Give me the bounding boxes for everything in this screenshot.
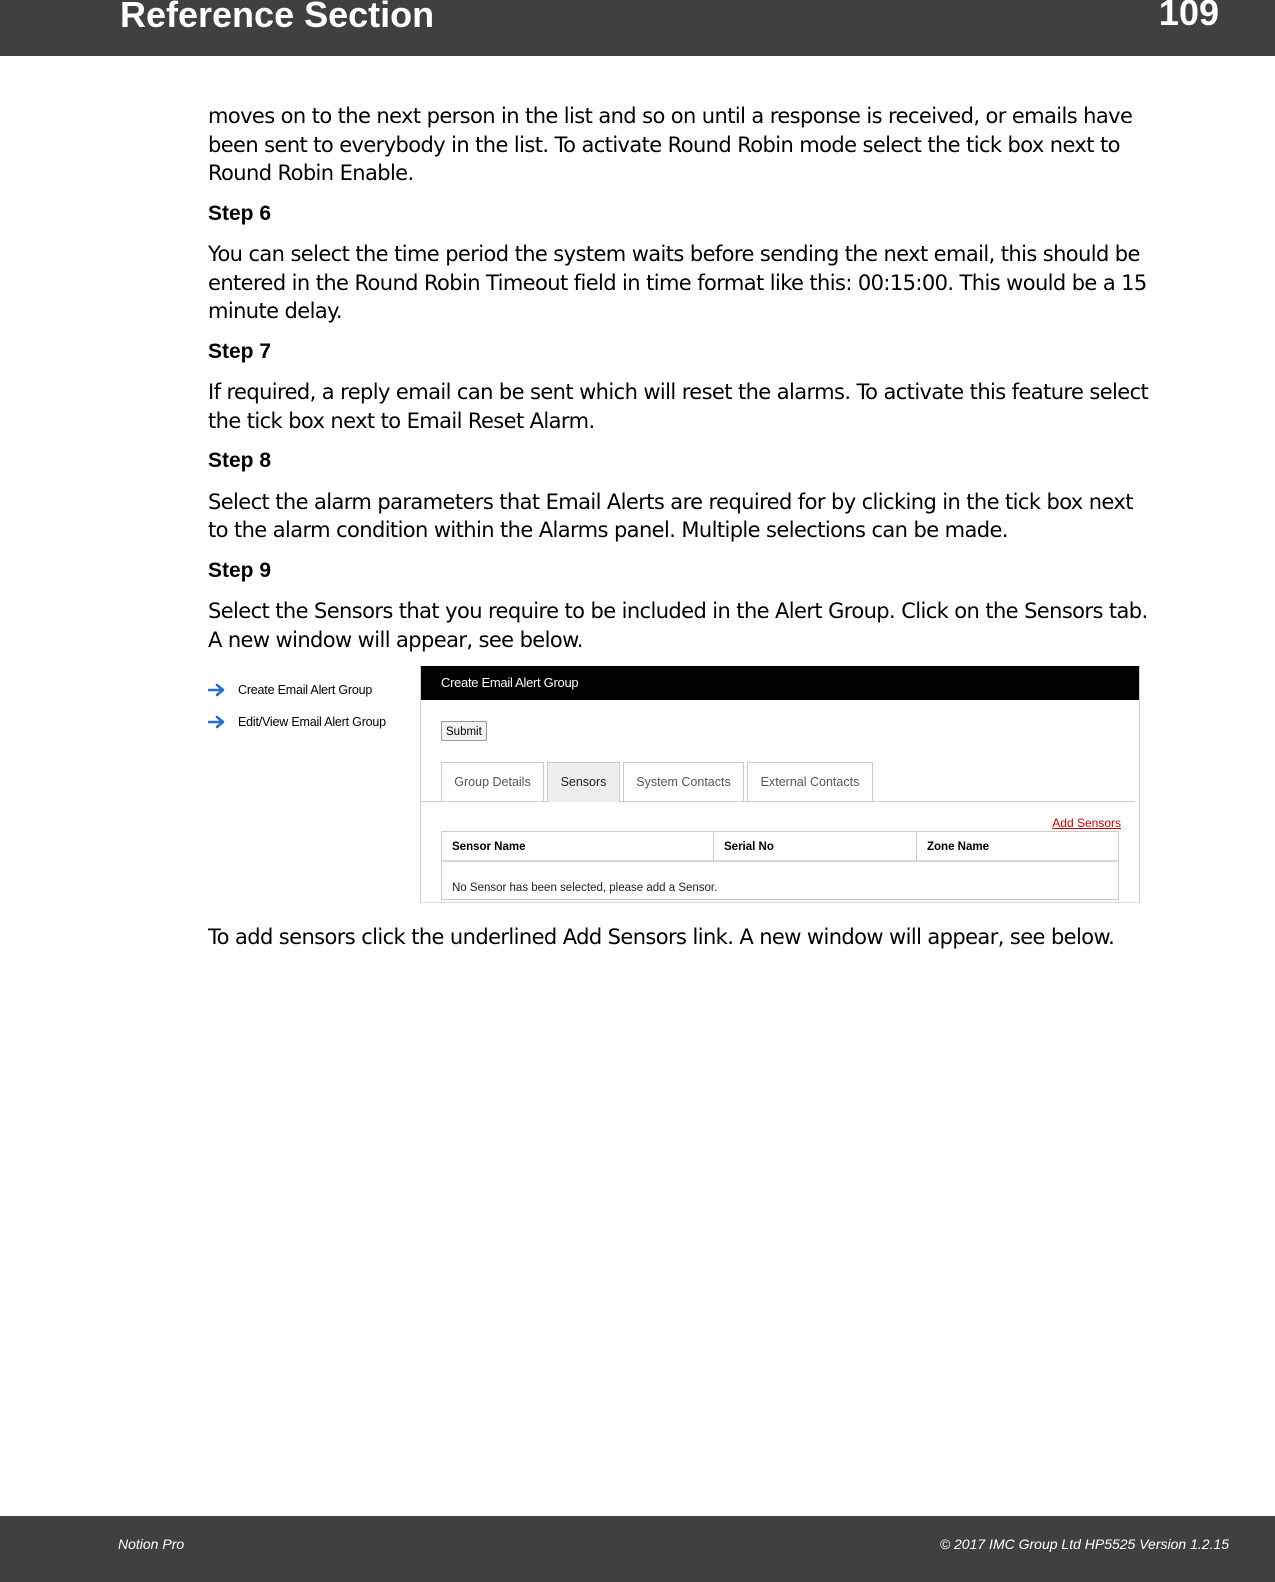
column-header-sensor-name[interactable]: Sensor Name: [442, 832, 714, 860]
footer-copyright: © 2017 IMC Group Ltd HP5525 Version 1.2.15: [939, 1536, 1229, 1552]
step-8-heading: Step 8: [208, 449, 272, 472]
step-7-heading: Step 7: [208, 339, 272, 363]
page-footer: [0, 1516, 1275, 1582]
outro-paragraph: To add sensors click the underlined Add Sensors link. A new window will appear, see below.: [208, 925, 1115, 949]
step-9-text: Select the Sensors that you require to be included in the Alert Group. Click on the Sensors tab. A new window will appear, see below.: [208, 599, 1148, 652]
empty-table-message: No Sensor has been selected, please add a Sensor.: [452, 882, 718, 894]
tab-group-details[interactable]: Group Details: [441, 762, 544, 801]
submit-button[interactable]: Submit: [441, 721, 487, 741]
nav-item-label: Create Email Alert Group: [238, 682, 373, 697]
side-nav: [208, 674, 386, 738]
step-8-text: Select the alarm parameters that Email Alerts are required for by clicking in the tick box next to the alarm condition within the Alarms panel. Multiple selections can be made.: [208, 489, 1133, 542]
embedded-screenshot: [208, 666, 1158, 911]
sensors-table: [441, 831, 1119, 900]
tab-bar: [421, 762, 1135, 802]
add-sensors-link[interactable]: Add Sensors: [1052, 816, 1121, 830]
tab-system-contacts[interactable]: System Contacts: [623, 762, 744, 801]
section-title: Reference Section: [120, 0, 435, 35]
arrow-right-icon: [208, 683, 238, 697]
page-body: [208, 102, 1158, 964]
tab-sensors[interactable]: Sensors: [547, 762, 620, 802]
tab-external-contacts[interactable]: External Contacts: [747, 762, 873, 801]
intro-paragraph: moves on to the next person in the list and so on until a response is received, or emails have been sent to everybody in the list. To activate Round Robin mode select the tick box next to Round Robin Enable.: [208, 104, 1133, 185]
step-7-text: If required, a reply email can be sent which will reset the alarms. To activate this feature select the tick box next to Email Reset Alarm.: [208, 380, 1149, 433]
arrow-right-icon: [208, 715, 238, 729]
column-header-zone-name[interactable]: Zone Name: [927, 841, 989, 853]
create-group-panel: [420, 666, 1140, 903]
table-header-row: [442, 832, 1118, 862]
nav-item-create-group[interactable]: [208, 674, 386, 706]
footer-product: Notion Pro: [118, 1536, 185, 1552]
step-6-heading: Step 6: [208, 201, 272, 225]
panel-title: Create Email Alert Group: [421, 666, 1139, 700]
page-number: 109: [1158, 0, 1219, 33]
column-header-serial-no[interactable]: Serial No: [714, 832, 917, 860]
page-header: [0, 0, 1275, 56]
nav-item-edit-group[interactable]: [208, 706, 386, 738]
step-6-text: You can select the time period the system waits before sending the next email, this should be entered in the Round Robin Timeout field in time format like this: 00:15:00. This would be a 15 minute delay.: [208, 242, 1147, 323]
step-9-heading: Step 9: [208, 558, 272, 582]
nav-item-label: Edit/View Email Alert Group: [238, 714, 386, 729]
